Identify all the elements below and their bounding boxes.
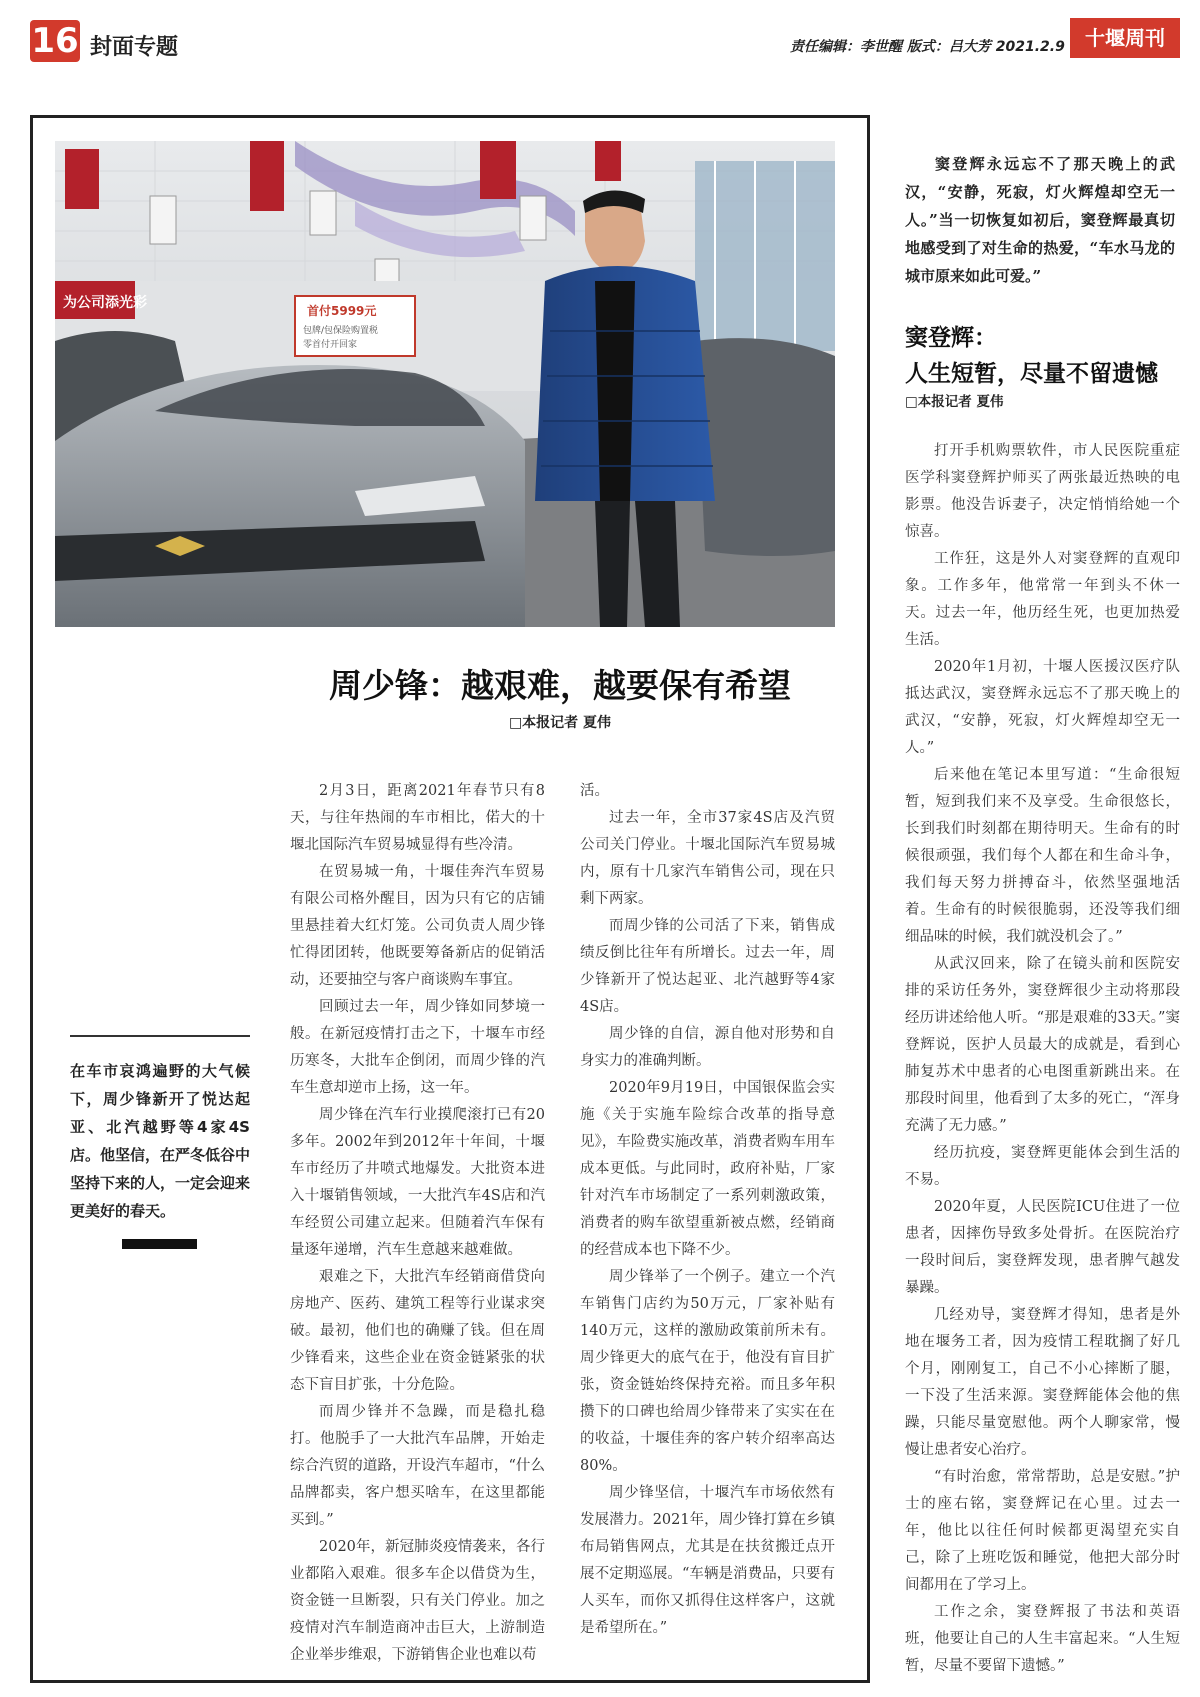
pullquote-bar (122, 1239, 197, 1249)
masthead-logo: 十堰周刊 (1070, 18, 1180, 58)
photo-sign-sub1: 包牌/包保险购置税 (303, 326, 379, 336)
article2-headline (905, 320, 1185, 392)
paragraph: 回顾过去一年，周少锋如同梦境一般。在新冠疫情打击之下，十堰车市经历寒冬，大批车企倒闭，而周少锋的汽车生意却逆市上扬，这一年。 (290, 999, 545, 1096)
article2-headline-line2: 人生短暂，尽量不留遗憾 (905, 361, 1158, 387)
page-header (0, 0, 1200, 70)
pullquote-text: 在车市哀鸿遍野的大气候下，周少锋新开了悦达起亚、北汽越野等4家4S店。他坚信，在严冬低谷中坚持下来的人，一定会迎来更美好的春天。 (70, 1062, 251, 1220)
article2-lead-quote (905, 150, 1175, 290)
paragraph: 而周少锋并不急躁，而是稳扎稳打。他脱手了一大批汽车品牌，开始走综合汽贸的道路，开设汽车超市，“什么品牌都卖，客户想买啥车，在这里都能买到。” (290, 1404, 545, 1528)
paragraph: 周少锋的自信，源自他对形势和自身实力的准确判断。 (580, 1026, 835, 1069)
paragraph: 周少锋举了一个例子。建立一个汽车销售门店约为50万元，厂家补贴有140万元，这样的激励政策前所未有。周少锋更大的底气在于，他没有盲目扩张，资金链始终保持充裕。而且多年积攒下的口碑也给周少锋带来了实实在在的收益，十堰佳奔的客户转介绍率高达80%。 (580, 1269, 835, 1474)
article1-column-2 (580, 778, 835, 1642)
paragraph: 周少锋坚信，十堰汽车市场依然有发展潜力。2021年，周少锋打算在乡镇布局销售网点，尤其是在扶贫搬迁点开展不定期巡展。“车辆是消费品，只要有人买车，而你又抓得住这样客户，这就是希望所在。” (580, 1485, 835, 1636)
paragraph: 工作狂，这是外人对窦登辉的直观印象。工作多年，他常常一年到头不休一天。过去一年，他历经生死，也更加热爱生活。 (905, 551, 1180, 648)
article2-headline-line1: 窦登辉： (905, 325, 997, 351)
section-title: 封面专题 (90, 35, 179, 60)
article2-body (905, 438, 1180, 1680)
paragraph-continuation: 活。 (580, 783, 609, 799)
paragraph: 2020年9月19日，中国银保监会实施《关于实施车险综合改革的指导意见》，车险费实施改革，消费者购车用车成本更低。与此同时，政府补贴，厂家针对汽车市场制定了一系列刺激政策，消费者的购车欲望重新被点燃，经销商的经营成本也下降不少。 (580, 1080, 835, 1258)
paragraph: 周少锋在汽车行业摸爬滚打已有20多年。2002年到2012年十年间，十堰车市经历了井喷式地爆发。大批资本进入十堰销售领域，一大批汽车4S店和汽车经贸公司建立起来。但随着汽车保有量逐年递增，汽车生意越来越难做。 (290, 1107, 545, 1258)
paragraph: 2020年夏，人民医院ICU住进了一位患者，因摔伤导致多处骨折。在医院治疗一段时间后，窦登辉发现，患者脾气越发暴躁。 (905, 1199, 1180, 1296)
paragraph: “有时治愈，常常帮助，总是安慰。”护士的座右铭，窦登辉记在心里。过去一年，他比以往任何时候都更渴望充实自己，除了上班吃饭和睡觉，他把大部分时间都用在了学习上。 (905, 1469, 1180, 1593)
paragraph: 2020年，新冠肺炎疫情袭来，各行业都陷入艰难。很多车企以借贷为生，资金链一旦断裂，只有关门停业。加之疫情对汽车制造商冲击巨大，上游制造企业举步维艰，下游销售企业也难以苟 (290, 1539, 545, 1663)
paragraph: 艰难之下，大批汽车经销商借贷向房地产、医药、建筑工程等行业谋求突破。最初，他们也的确赚了钱。但在周少锋看来，这些企业在资金链紧张的状态下盲目扩张，十分危险。 (290, 1269, 545, 1393)
paragraph: 而周少锋的公司活了下来，销售成绩反倒比往年有所增长。过去一年，周少锋新开了悦达起亚、北汽越野等4家4S店。 (580, 918, 835, 1015)
article1-headline: 周少锋：越艰难，越要保有希望 (329, 666, 791, 705)
paragraph: 打开手机购票软件，市人民医院重症医学科窦登辉护师买了两张最近热映的电影票。他没告诉妻子，决定悄悄给她一个惊喜。 (905, 443, 1180, 540)
paragraph: 2020年1月初，十堰人医援汉医疗队抵达武汉，窦登辉永远忘不了那天晚上的武汉，“安静，死寂，灯火辉煌却空无一人。” (905, 659, 1180, 756)
pullquote-rule (70, 1035, 250, 1037)
article1-byline: □本报记者 夏伟 (508, 715, 612, 731)
article-photo (55, 141, 835, 627)
photo-sign-text: 首付5999元 (307, 304, 377, 318)
paragraph: 从武汉回来，除了在镜头前和医院安排的采访任务外，窦登辉很少主动将那段经历讲述给他人听。“那是艰难的33天。”窦登辉说，医护人员最大的成就是，看到心肺复苏术中患者的心电图重新跳出来。在那段时间里，他看到了太多的死亡，“浑身充满了无力感。” (905, 956, 1180, 1134)
paragraph: 经历抗疫，窦登辉更能体会到生活的不易。 (905, 1145, 1180, 1188)
editor-credits: 责任编辑：李世醒 版式：吕大芳 2021.2.9 (790, 39, 1065, 55)
photo-sign-sub2: 零首付开回家 (303, 340, 358, 350)
lead-quote-text: 窦登辉永远忘不了那天晚上的武汉，“安静，死寂，灯火辉煌却空无一人。”当一切恢复如初后，窦登辉最真切地感受到了对生命的热爱，“车水马龙的城市原来如此可爱。” (905, 155, 1175, 285)
page-number: 16 (31, 21, 79, 61)
paragraph: 2月3日，距离2021年春节只有8天，与往年热闹的车市相比，偌大的十堰北国际汽车贸易城显得有些冷清。 (290, 783, 545, 853)
paragraph: 工作之余，窦登辉报了书法和英语班，他要让自己的人生丰富起来。“人生短暂，尽量不要留下遗憾。” (905, 1604, 1180, 1674)
paragraph: 在贸易城一角，十堰佳奔汽车贸易有限公司格外醒目，因为只有它的店铺里悬挂着大红灯笼。公司负责人周少锋忙得团团转，他既要筹备新店的促销活动，还要抽空与客户商谈购车事宜。 (290, 864, 545, 988)
article2-byline: □本报记者 夏伟 (905, 394, 1004, 410)
paragraph: 后来他在笔记本里写道：“生命很短暂，短到我们来不及享受。生命很悠长，长到我们时刻都在期待明天。生命有的时候很顽强，我们每个人都在和生命斗争，我们每天努力拼搏奋斗，依然坚强地活着。生命有的时候很脆弱，还没等我们细细品味的时候，我们就没机会了。” (905, 767, 1180, 945)
paragraph: 几经劝导，窦登辉才得知，患者是外地在堰务工者，因为疫情工程耽搁了好几个月，刚刚复工，自己不小心摔断了腿，一下没了生活来源。窦登辉能体会他的焦躁，只能尽量宽慰他。两个人聊家常，慢慢让患者安心治疗。 (905, 1307, 1180, 1458)
showroom-photo-illustration (55, 141, 835, 627)
photo-banner-text: 为公司添光彩 (63, 295, 147, 311)
article1-pullquote (70, 1035, 250, 1249)
article1-column-1 (290, 778, 545, 1669)
paragraph: 过去一年，全市37家4S店及汽贸公司关门停业。十堰北国际汽车贸易城内，原有十几家汽车销售公司，现在只剩下两家。 (580, 810, 835, 907)
